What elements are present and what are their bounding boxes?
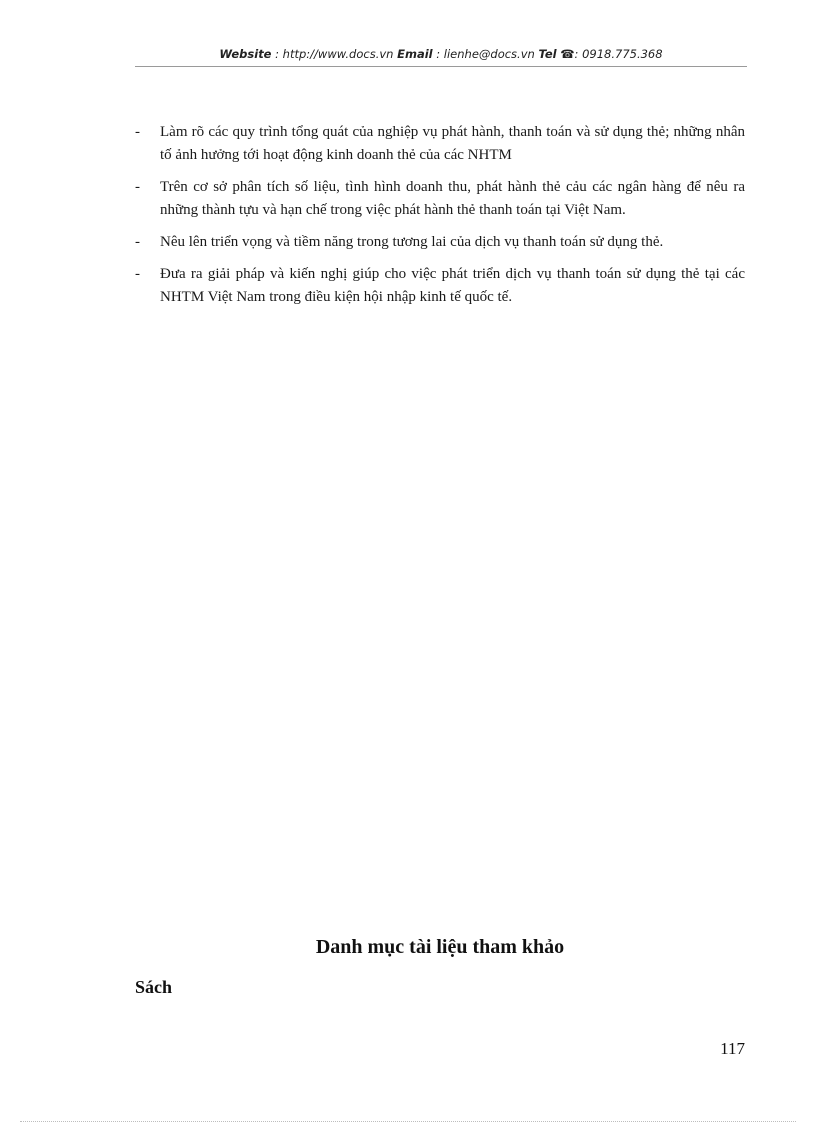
website-value: : http://www.docs.vn	[271, 47, 398, 61]
tel-value: : 0918.775.368	[574, 47, 663, 61]
email-label: Email	[397, 47, 433, 61]
email-value: : lienhe@docs.vn	[432, 47, 539, 61]
bullet-text: Đưa ra giải pháp và kiến nghị giúp cho việc phát triển dịch vụ thanh toán sử dụng thẻ tại các NHTM Việt Nam trong điều kiện hội nhập kinh tế quốc tế.	[160, 266, 745, 305]
bullet-text: Làm rõ các quy trình tổng quát của nghiệp vụ phát hành, thanh toán và sử dụng thẻ; những nhân tố ảnh hưởng tới hoạt động kinh doanh thẻ của các NHTM	[160, 124, 745, 163]
page-bottom-border	[20, 1121, 796, 1122]
bullet-text: Trên cơ sở phân tích số liệu, tình hình doanh thu, phát hành thẻ cảu các ngân hàng để nêu ra những thành tựu và hạn chế trong việc phát hành thẻ thanh toán tại Việt Nam.	[160, 179, 745, 218]
tel-label: Tel	[538, 47, 557, 61]
references-subtitle: Sách	[135, 977, 173, 997]
page-header	[135, 47, 747, 61]
bullet-dash: -	[135, 124, 140, 140]
page-number: 117	[720, 1039, 745, 1058]
list-item	[135, 121, 745, 167]
phone-icon: ☎	[560, 47, 575, 61]
references-title: Danh mục tài liệu tham khảo	[315, 936, 565, 958]
list-item	[135, 176, 745, 222]
list-item	[135, 263, 745, 309]
website-label: Website	[219, 47, 272, 61]
bullet-dash: -	[135, 179, 140, 195]
bullet-text: Nêu lên triển vọng và tiềm năng trong tương lai của dịch vụ thanh toán sử dụng thẻ.	[160, 234, 664, 250]
list-item	[135, 231, 745, 254]
bullet-dash: -	[135, 234, 140, 250]
bullet-list	[135, 121, 745, 318]
header-divider	[135, 66, 747, 67]
bullet-dash: -	[135, 266, 140, 282]
